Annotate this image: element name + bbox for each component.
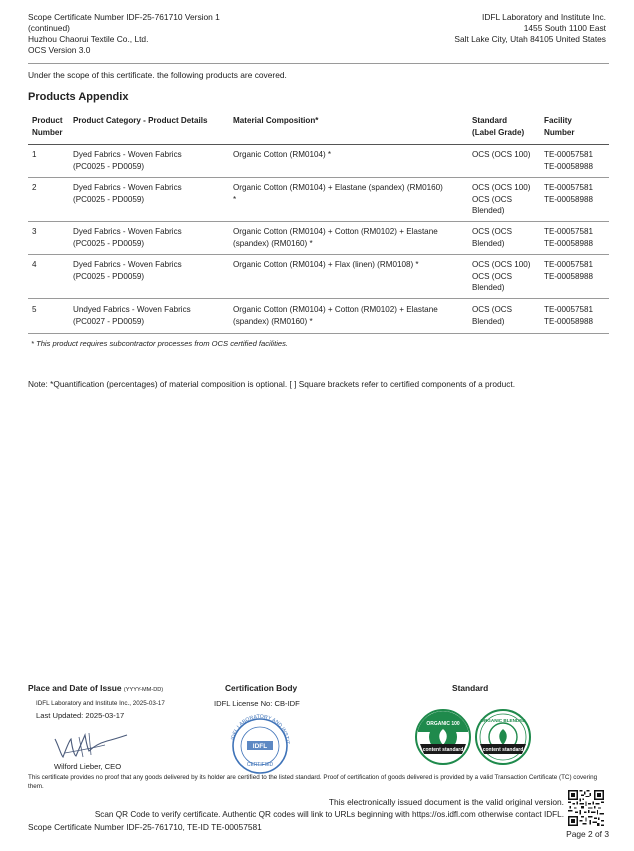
col-header-standard: Standard (Label Grade): [472, 116, 525, 137]
header-divider: [28, 63, 609, 64]
note: Note: *Quantification (percentages) of material composition is optional. [ ] Square brackets refer to certified components of a product.: [28, 379, 516, 389]
logo1-top: ORGANIC 100: [426, 721, 460, 727]
header-right-line: IDFL Laboratory and Institute Inc.: [482, 12, 606, 22]
row-standard: OCS (OCS 100): [472, 150, 531, 159]
row-material: Organic Cotton (RM0104) + Flax (linen) (RM0108) *: [233, 260, 419, 269]
logo2-band: content standard: [482, 747, 524, 753]
row-facility: TE-00057581 TE-00058988: [544, 260, 594, 281]
row-number: 4: [32, 260, 37, 269]
signature-icon: [45, 727, 135, 763]
row-divider: [28, 254, 609, 255]
signatory: Wilford Lieber, CEO: [54, 762, 122, 771]
row-standard: OCS (OCS Blended): [472, 227, 513, 248]
section-title: Products Appendix: [28, 91, 129, 103]
col-header-category: Product Category - Product Details: [73, 116, 208, 125]
col-header-number: Product Number: [32, 116, 63, 137]
place-format: (YYYY-MM-DD): [123, 687, 164, 693]
row-number: 2: [32, 183, 37, 192]
seal-bottom: CERTIFIED: [246, 762, 274, 768]
row-divider: [28, 221, 609, 222]
row-material: Organic Cotton (RM0104) *: [233, 150, 332, 159]
scope-line: Scope Certificate Number IDF-25-761710, TE-ID TE-00057581: [28, 822, 262, 832]
seal-ring-text: IDFL LABORATORY AND INSTIT: [230, 714, 291, 745]
header-right: [346, 12, 606, 45]
logo1-band: content standard: [422, 747, 464, 753]
row-facility: TE-00057581 TE-00058988: [544, 183, 594, 204]
row-divider: [28, 333, 609, 334]
row-material: Organic Cotton (RM0104) + Cotton (RM0102) + Elastane (spandex) (RM0160) *: [233, 227, 438, 248]
qr-code-icon[interactable]: [568, 790, 604, 826]
row-category: Dyed Fabrics - Woven Fabrics (PC0025 - PD0059): [73, 183, 182, 204]
header-left-line: (continued): [28, 23, 70, 33]
certification-seal-icon: [224, 714, 296, 774]
intro-text: Under the scope of this certificate. the following products are covered.: [28, 70, 287, 80]
cert-body-value: IDFL License No: CB-IDF: [214, 699, 300, 708]
row-category: Dyed Fabrics - Woven Fabrics (PC0025 - PD0059): [73, 150, 182, 171]
standard-label: Standard: [452, 683, 489, 693]
header-left-line: Scope Certificate Number IDF-25-761710 Version 1: [28, 12, 220, 22]
page-number: Page 2 of 3: [566, 829, 609, 839]
row-facility: TE-00057581 TE-00058988: [544, 305, 594, 326]
row-category: Dyed Fabrics - Woven Fabrics (PC0025 - PD0059): [73, 260, 182, 281]
header-right-line: 1455 South 1100 East: [523, 23, 606, 33]
col-header-facility: Facility Number: [544, 116, 575, 137]
row-standard: OCS (OCS 100) OCS (OCS Blended): [472, 183, 531, 216]
electronic-notice: This electronically issued document is the valid original version.: [328, 797, 564, 807]
place-label: Place and Date of Issue (YYYY-MM-DD): [28, 683, 164, 693]
row-standard: OCS (OCS Blended): [472, 305, 513, 326]
row-divider: [28, 177, 609, 178]
row-number: 3: [32, 227, 37, 236]
footnote: * This product requires subcontractor processes from OCS certified facilities.: [31, 339, 289, 348]
table-header-divider: [28, 144, 609, 145]
row-divider: [28, 298, 609, 299]
cert-body-label: Certification Body: [225, 683, 298, 693]
row-facility: TE-00057581 TE-00058988: [544, 150, 594, 171]
disclaimer: This certificate provides no proof that any goods delivered by its holder are certified to the listed standard. Proof of certification of goods delivered is provided by a valid Transaction Certificate (TC) covering them.: [28, 774, 598, 790]
col-header-material: Material Composition*: [233, 116, 319, 125]
logo2-top: ORGANIC BLENDED: [480, 718, 526, 723]
ocs-blended-logo-icon: [474, 708, 532, 766]
last-updated: Last Updated: 2025-03-17: [36, 711, 125, 720]
seal-center: IDFL: [252, 743, 268, 750]
header-left-line: Huzhou Chaorui Textile Co., Ltd.: [28, 34, 149, 44]
row-material: Organic Cotton (RM0104) + Cotton (RM0102) + Elastane (spandex) (RM0160) *: [233, 305, 438, 326]
row-number: 5: [32, 305, 37, 314]
row-number: 1: [32, 150, 37, 159]
row-category: Dyed Fabrics - Woven Fabrics (PC0025 - PD0059): [73, 227, 182, 248]
row-material: Organic Cotton (RM0104) + Elastane (spandex) (RM0160) *: [233, 183, 443, 204]
ocs-100-logo-icon: [414, 708, 472, 766]
header-right-line: Salt Lake City, Utah 84105 United States: [454, 34, 606, 44]
row-category: Undyed Fabrics - Woven Fabrics (PC0027 - PD0059): [73, 305, 191, 326]
row-facility: TE-00057581 TE-00058988: [544, 227, 594, 248]
header-left: [28, 12, 288, 56]
qr-notice: Scan QR Code to verify certificate. Authentic QR codes will link to URLs beginning with https://os.idfl.com otherwise contact IDFL.: [94, 810, 564, 819]
header-left-line: OCS Version 3.0: [28, 45, 91, 55]
place-value: IDFL Laboratory and Institute Inc., 2025-03-17: [36, 700, 165, 707]
row-standard: OCS (OCS 100) OCS (OCS Blended): [472, 260, 531, 293]
